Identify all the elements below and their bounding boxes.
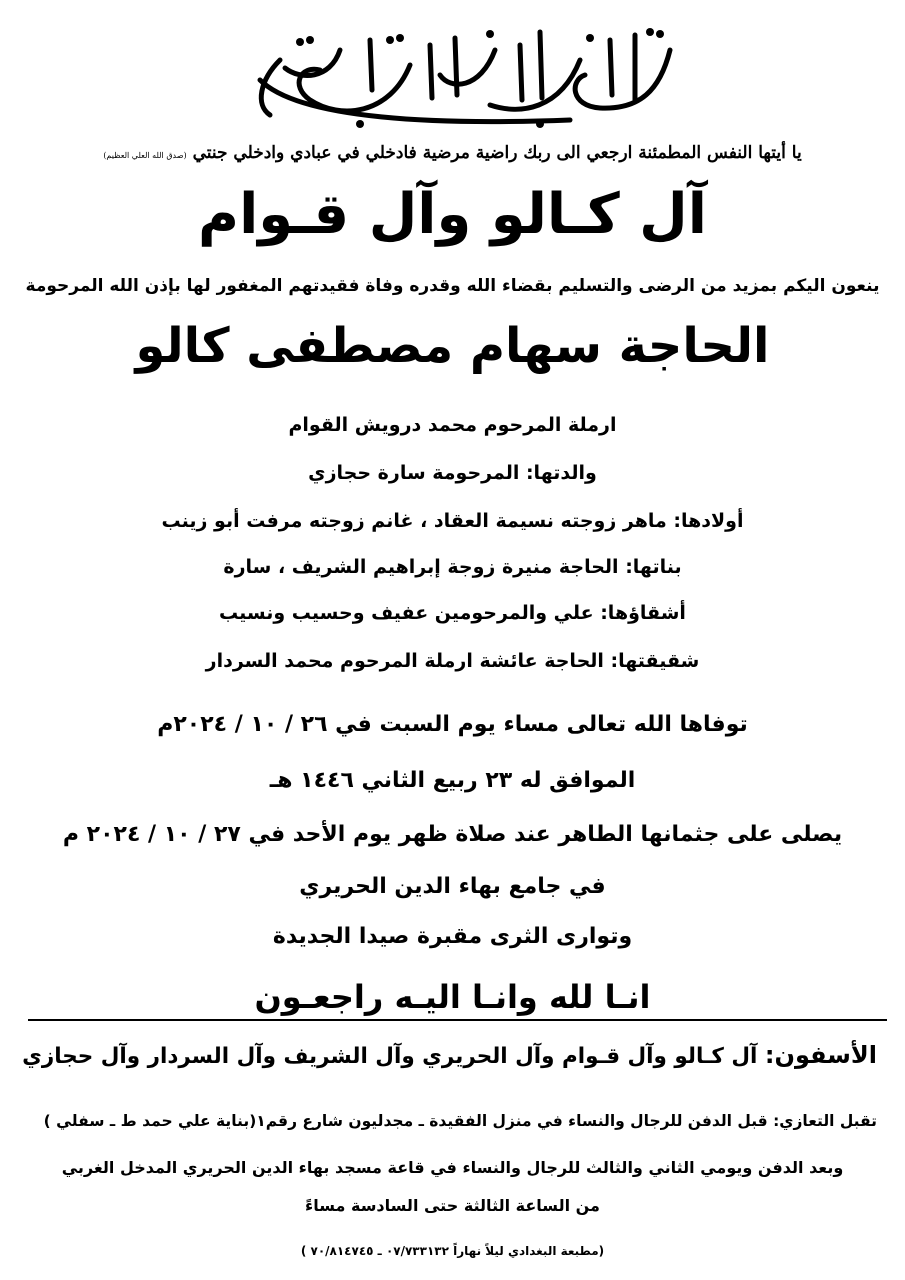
relative-line: والدتها: المرحومة سارة حجازي <box>308 462 597 484</box>
mosque-line: في جامع بهاء الدين الحريري <box>299 874 606 899</box>
mourners-families: آل كـالو وآل قـوام وآل الحريري وآل الشريف وآل السردار وآل حجازي <box>22 1044 758 1069</box>
quran-verse <box>0 143 905 163</box>
condolence-line: من الساعة الثالثة حتى السادسة مساءً <box>305 1196 600 1215</box>
section-divider <box>28 1019 887 1021</box>
family-title: آل كـالو وآل قـوام <box>198 182 707 247</box>
verse-citation: (صدق الله العلي العظيم) <box>103 151 187 160</box>
relative-line: أولادها: ماهر زوجته نسيمة العقاد ، غانم زوجته مرفت أبو زينب <box>161 510 744 532</box>
mourners-label: الأسفون: <box>764 1041 877 1069</box>
announcement-text: ينعون اليكم بمزيد من الرضى والتسليم بقضاء الله وقدره وفاة فقيدتهم المغفور لها بإذن الله المرحومة <box>25 276 880 296</box>
printer-credit: (مطبعة البغدادي ليلاً نهاراً ٠٧/٧٣٣١٣٢ ـ ٧٠/٨١٤٧٤٥ ) <box>300 1244 605 1258</box>
condolence-line: تقبل التعازي: قبل الدفن للرجال والنساء في منزل الفقيدة ـ مجدليون شارع رقم١(بناية علي حمد ط ـ سفلي ) <box>43 1112 877 1130</box>
burial-line: وتوارى الثرى مقبرة صيدا الجديدة <box>272 924 633 949</box>
hijri-date-line: الموافق له ٢٣ ربيع الثاني ١٤٤٦ هـ <box>269 768 636 793</box>
relative-line: بناتها: الحاجة منيرة زوجة إبراهيم الشريف ، سارة <box>223 556 682 578</box>
funeral-prayer-line: يصلى على جثمانها الطاهر عند صلاة ظهر يوم الأحد في ٢٧ / ١٠ / ٢٠٢٤ م <box>62 822 843 847</box>
relative-line: أشقاؤها: علي والمرحومين عفيف وحسيب ونسيب <box>219 602 686 624</box>
inna-lillah-line: انـا لله وانـا اليـه راجعـون <box>254 978 651 1016</box>
relative-line: ارملة المرحوم محمد درويش القوام <box>288 414 617 436</box>
deceased-name: الحاجة سهام مصطفى كالو <box>135 318 770 374</box>
calligraphy-logo <box>240 20 680 130</box>
relative-line: شقيقتها: الحاجة عائشة ارملة المرحوم محمد السردار <box>205 650 700 672</box>
death-date-line: توفاها الله تعالى مساء يوم السبت في ٢٦ / ١٠ / ٢٠٢٤م <box>157 712 748 737</box>
mourners-line <box>20 1041 877 1069</box>
condolence-line: وبعد الدفن ويومي الثاني والثالث للرجال والنساء في قاعة مسجد بهاء الدين الحريري المدخل الغربي <box>61 1158 844 1177</box>
verse-text: يا أيتها النفس المطمئنة ارجعي الى ربك راضية مرضية فادخلي في عبادي وادخلي جنتي <box>192 143 802 163</box>
